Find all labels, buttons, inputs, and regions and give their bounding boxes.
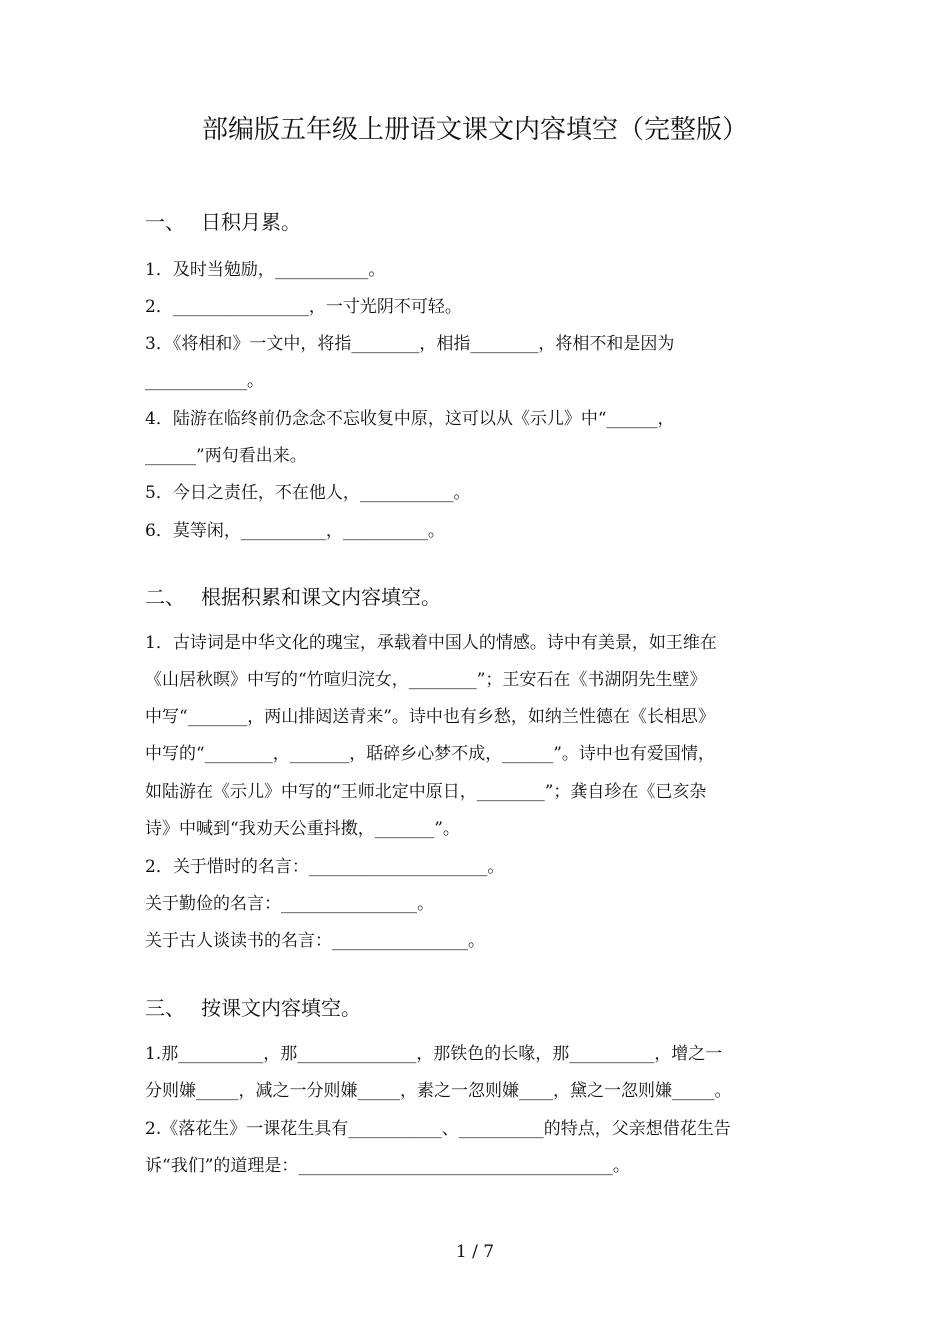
text-line: 中写的“________，_______，聒碎乡心梦不成，______”。诗中也有爱国情， bbox=[145, 744, 715, 764]
text-line: 5．今日之责任，不在他人，___________。 bbox=[145, 483, 471, 503]
text-line: 6．莫等闲，__________，__________。 bbox=[145, 521, 445, 541]
text-line: 中写“_______，两山排闼送青来”。诗中也有乡愁，如纳兰性德在《长相思》 bbox=[145, 707, 715, 727]
text-line: 1.那__________，那______________，那铁色的长喙，那__________，增之一 bbox=[145, 1044, 723, 1064]
text-line: 诗》中喊到“我劝天公重抖擞，_______”。 bbox=[145, 819, 460, 839]
section-heading-3 bbox=[145, 994, 361, 1022]
text-line: 4．陆游在临终前仍念念不忘收复中原，这可以从《示儿》中“______， bbox=[145, 409, 675, 429]
text-line: 分则嫌_____，减之一分则嫌_____，素之一忽则嫌____，黛之一忽则嫌_____。 bbox=[145, 1081, 732, 1101]
text-line: 关于勤俭的名言：________________。 bbox=[145, 894, 434, 914]
text-line: 1．古诗词是中华文化的瑰宝，承载着中国人的情感。诗中有美景，如王维在 bbox=[145, 633, 717, 653]
text-line: 1．及时当勉励，___________。 bbox=[145, 260, 386, 280]
section-number: 二、 bbox=[145, 585, 185, 609]
section-number: 三、 bbox=[145, 996, 185, 1020]
text-line: 诉“我们”的道理是：_____________________________________。 bbox=[145, 1156, 630, 1176]
page-title: 部编版五年级上册语文课文内容填空（完整版） bbox=[201, 115, 748, 145]
text-line: ______”两句看出来。 bbox=[145, 446, 307, 466]
text-line: 《山居秋暝》中写的“竹喧归浣女，________”；王安石在《书湖阴先生壁》 bbox=[145, 670, 707, 690]
section-title: 日积月累。 bbox=[201, 210, 301, 234]
text-line: 2．关于惜时的名言：_____________________。 bbox=[145, 857, 505, 877]
section-title: 按课文内容填空。 bbox=[201, 996, 361, 1020]
text-line: ____________。 bbox=[145, 371, 264, 391]
text-line: 2.《落花生》一课花生具有___________、__________的特点，父亲想借花生告 bbox=[145, 1119, 731, 1139]
section-title: 根据积累和课文内容填空。 bbox=[201, 585, 441, 609]
section-heading-2 bbox=[145, 583, 441, 611]
section-number: 一、 bbox=[145, 210, 185, 234]
text-line: 如陆游在《示儿》中写的“王师北定中原日，________”；龚自珍在《已亥杂 bbox=[145, 782, 707, 802]
section-heading-1 bbox=[145, 208, 301, 236]
text-line: 关于古人谈读书的名言：________________。 bbox=[145, 931, 485, 951]
text-line: 2．________________，一寸光阴不可轻。 bbox=[145, 297, 462, 317]
text-line: 3．《将相和》一文中，将指________，相指________，将相不和是因为 bbox=[145, 334, 675, 354]
page-number: 1 / 7 bbox=[455, 1242, 495, 1262]
